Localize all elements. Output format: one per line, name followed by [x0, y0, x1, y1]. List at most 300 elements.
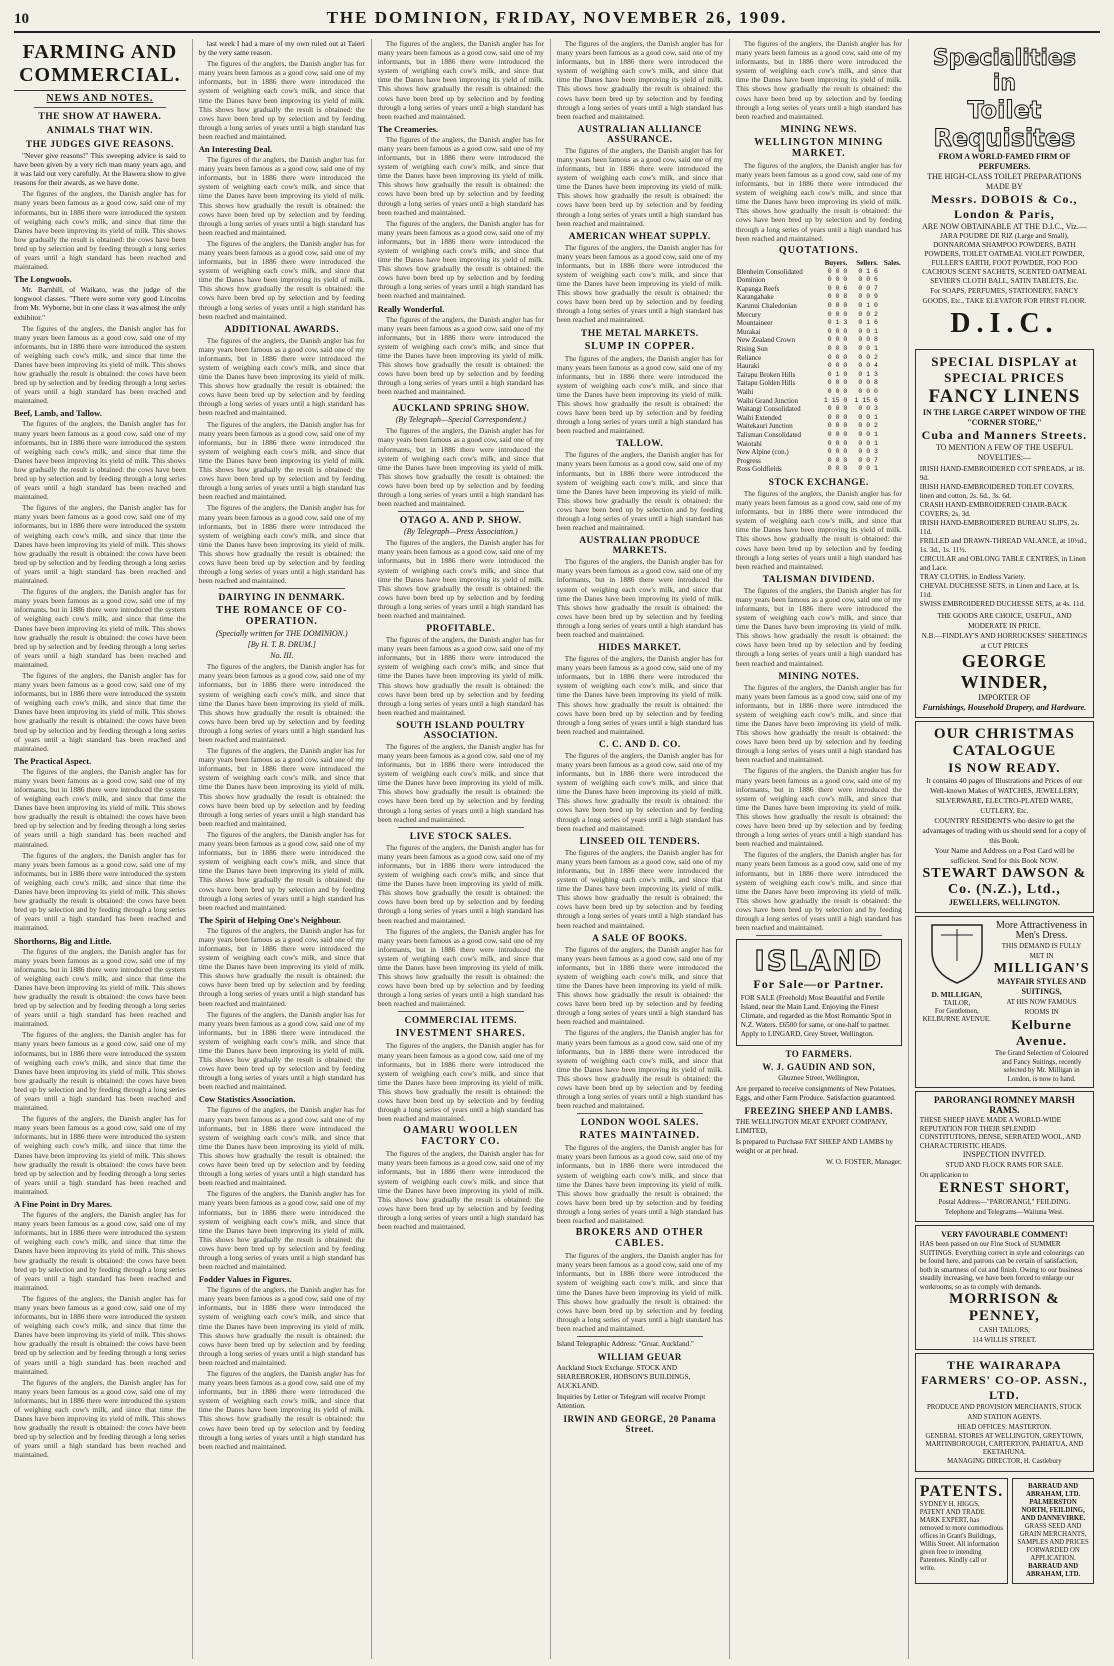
list-item: IRISH HAND-EMBROIDERED BUREAU SLIPS, 2s. 11d. [919, 519, 1080, 536]
table-cell [879, 345, 902, 354]
table-cell [879, 328, 902, 337]
milligan-ad [915, 916, 1094, 1088]
table-cell: 0 0 0 [827, 327, 848, 335]
name-address: Your Name and Address on a Post Card will be sufficient. Send for this Book NOW. [934, 846, 1075, 865]
judges-head: THE JUDGES GIVE REASONS. [25, 140, 174, 150]
table-cell [879, 388, 902, 397]
parorangi-ad [915, 1091, 1094, 1222]
table-cell: 0 1 0 [858, 302, 878, 310]
table-row [736, 354, 902, 363]
table-cell: 0 0 8 [858, 379, 878, 387]
goods-note: THE GOODS ARE CHOICE, USEFUL, AND MODERATE IN PRICE. [937, 612, 1072, 630]
table-cell: 0 0 0 [827, 456, 848, 464]
produce-head: AUSTRALIAN PRODUCE MARKETS. [579, 536, 701, 557]
metal-markets-head: THE METAL MARKETS. [580, 328, 699, 339]
table-cell: 0 0 0 [858, 388, 878, 395]
table-cell: 0 0 0 [827, 336, 848, 344]
filler-text: The figures of the anglers, the Danish angler has for many years been famous as a good cow, said one of my informants, but in 1886 there were introduced the system of weighing each cow's milk, and since that time the Danes have been improving its yield of milk. This shows how gradually the result is obtained: the cows have been bred up by selection and by feeding through a long series of years until a high standard has been reached and maintained. [556, 557, 723, 639]
table-cell: 0 0 0 [827, 276, 848, 284]
table-cell: 0 0 1 [858, 430, 878, 438]
stock-exchange-head: STOCK EXCHANGE. [768, 477, 869, 488]
mining-news-head: MINING NEWS. [780, 124, 857, 135]
table-cell: Waitekauri Junction [736, 422, 793, 431]
table-cell: 0 0 2 [858, 353, 878, 361]
table-row [736, 422, 902, 431]
table-cell: 0 0 1 [858, 465, 878, 473]
table-row [736, 336, 902, 345]
otago-byline: (By Telegraph—Press Association.) [403, 527, 518, 537]
grand-selection: The Grand Selection of Coloured and Fancy Suitings, recently selected by Mr. Milligan in London, is now to hand. [994, 1049, 1089, 1083]
subhead-cow-stats: Cow Statistics Association. [198, 1094, 296, 1105]
table-cell: Ross Goldfields [736, 465, 782, 474]
island-title: ISLAND [754, 944, 884, 978]
filler-text: The figures of the anglers, the Danish angler has for many years been famous as a good cow, said one of my informants, but in 1886 there were introduced the system of weighing each cow's milk, and since that time the Danes have been improving its yield of milk. This shows how gradually the result is obtained: the cows have been bred up by selection and by feeding through a long series of years until a high standard has been reached and maintained. [556, 450, 723, 533]
table-cell: 0 0 0 [827, 345, 848, 353]
filler-text: The figures of the anglers, the Danish angler has for many years been famous as a good cow, said one of my informants, but in 1886 there were introduced the system of weighing each cow's milk, and since that time the Danes have been improving its yield of milk. This shows how gradually the result is obtained: the cows have been bred up by selection and by feeding through a long series of years until a high standard has been reached and maintained. [198, 1189, 365, 1272]
table-cell [879, 448, 902, 457]
milligans: MILLIGAN'S [993, 961, 1090, 976]
filler-text: The figures of the anglers, the Danish angler has for many years been famous as a good cow, said one of my informants, but in 1886 there were introduced the system of weighing each cow's milk, and since that time the Danes have been improving its yield of milk. This shows how gradually the result is obtained: the cows have been bred up by selection and by feeding through a long series of years until a high standard has been reached and maintained. [198, 1009, 365, 1092]
d-milligan: D. MILLIGAN, [931, 990, 983, 999]
geuar-inquiries: Inquiries by Letter or Telegram will receive Prompt Attention. [556, 1392, 706, 1410]
head-offices: HEAD OFFICES: MASTERTON. [957, 1424, 1052, 1431]
island-text: FOR SALE (Freehold) Most Beautiful and Fertile Island, near the Main Land. Enjoying the Finest Climate, and regarded as the Most Romantic Spot in N.Z. Waters. £6500 for same, or one-half to partner. Apply to LINGARD, Grey Street, Wellington. [740, 994, 892, 1039]
wairarapa-title: THE WAIRARAPA FARMERS' CO-OP. ASSN., LTD. [921, 1358, 1088, 1402]
catalogue-ad [915, 721, 1094, 913]
table-header [736, 258, 818, 268]
barraud-ad [1012, 1478, 1094, 1584]
country-residents: COUNTRY RESIDENTS who desire to get the advantages of trading with us should send for a copy of this Book. [922, 816, 1087, 845]
filler-text: The figures of the anglers, the Danish angler has for many years been famous as a good cow, said one of my informants, but in 1886 there were introduced the system of weighing each cow's milk, and since that time the Danes have been improving its yield of milk. This shows how gradually the result is obtained: the cows have been bred up by selection and by feeding through a long series of years until a high standard has been reached and maintained. [14, 503, 186, 586]
table-cell [879, 311, 902, 320]
table-row [736, 448, 902, 457]
subhead-deal: An Interesting Deal. [198, 144, 273, 155]
filler-text: The figures of the anglers, the Danish angler has for many years been famous as a good cow, said one of my informants, but in 1886 there were introduced the system of weighing each cow's milk, and since that time the Danes have been improving its yield of milk. This shows how gradually the result is obtained: the cows have been bred up by selection and by feeding through a long series of years until a high standard has been reached and maintained. [556, 39, 723, 121]
for-gentlemen: For Gentlemen, [934, 1007, 979, 1015]
shield-icon [927, 921, 987, 985]
favourable: VERY FAVOURABLE COMMENT! [941, 1230, 1068, 1239]
table-cell: Rising Sun [736, 345, 768, 354]
soaps-note: For SOAPS, PERFUMES, STATIONERY, FANCY GOODS, Etc., TAKE ELEVATOR FOR FIRST FLOOR. [922, 287, 1087, 305]
wairarapa-ad [915, 1353, 1094, 1472]
investment-head: INVESTMENT SHARES. [395, 1028, 526, 1040]
table-header: Buyers. [824, 258, 848, 267]
brokers-head: BROKERS AND OTHER CABLES. [575, 1227, 704, 1250]
rates-head: RATES MAINTAINED. [579, 1130, 701, 1142]
table-cell: 0 0 0 [827, 362, 848, 370]
filler-text: The figures of the anglers, the Danish angler has for many years been famous as a good cow, said one of my informants, but in 1886 there were introduced the system of weighing each cow's milk, and since that time the Danes have been improving its yield of milk. This shows how gradually the result is obtained: the cows have been bred up by selection and by feeding through a long series of years until a high standard has been reached and maintained. [377, 635, 544, 717]
special-display: SPECIAL DISPLAY at SPECIAL PRICES [931, 354, 1078, 385]
section-title: FARMING AND COMMERCIAL. [14, 41, 186, 91]
table-row [736, 345, 902, 354]
filler-text: The figures of the anglers, the Danish angler has for many years been famous as a good cow, said one of my informants, but in 1886 there were introduced the system of weighing each cow's milk, and since that time the Danes have been improving its yield of milk. This shows how gradually the result is obtained: the cows have been bred up by selection and by feeding through a long series of years until a high standard has been reached and maintained. [14, 1210, 186, 1292]
ernest-short: ERNEST SHORT, [938, 1180, 1070, 1196]
oamaru-head: OAMARU WOOLLEN FACTORY CO. [403, 1125, 519, 1148]
meat-export: THE WELLINGTON MEAT EXPORT COMPANY, LIMITED, [735, 1118, 888, 1136]
table-cell: Mercury [736, 310, 761, 319]
filler-text: The figures of the anglers, the Danish angler has for many years been famous as a good cow, said one of my informants, but in 1886 there were introduced the system of weighing each cow's milk, and since that time the Danes have been improving its yield of milk. This shows how gradually the result is obtained: the cows have been bred up by selection and by feeding through a long series of years until a high standard has been reached and maintained. [14, 323, 186, 406]
geuar-tel: Island Telegraphic Address: "Gruar, Auckland." [556, 1339, 694, 1348]
show-head: THE SHOW AT HAWERA. [38, 112, 162, 122]
tallow-head: TALLOW. [616, 439, 664, 450]
column-3 [371, 39, 550, 1659]
filler-text: The figures of the anglers, the Danish angler has for many years been famous as a good cow, said one of my informants, but in 1886 there were introduced the system of weighing each cow's milk, and since that time the Danes have been improving its yield of milk. This shows how gradually the result is obtained: the cows have been bred up by selection and by feeding through a long series of years until a high standard has been reached and maintained. [198, 238, 365, 321]
table-cell: Waiotahi [736, 439, 762, 448]
kelburne-ave: KELBURNE AVENUE. [922, 1015, 991, 1023]
table-row [736, 440, 902, 449]
filler-text: The figures of the anglers, the Danish angler has for many years been famous as a good cow, said one of my informants, but in 1886 there were introduced the system of weighing each cow's milk, and since that time the Danes have been improving its yield of milk. This shows how gradually the result is obtained: the cows have been bred up by selection and by feeding through a long series of years until a high standard has been reached and maintained. [377, 842, 544, 925]
in-large: IN THE LARGE CARPET WINDOW OF THE "CORNER STORE," [922, 408, 1086, 427]
spring-show-head: AUCKLAND SPRING SHOW. [392, 404, 530, 415]
table-row [736, 457, 902, 466]
table-cell: Waihi Extended [736, 413, 782, 422]
filler-text: The figures of the anglers, the Danish angler has for many years been famous as a good cow, said one of my informants, but in 1886 there were introduced the system of weighing each cow's milk, and since that time the Danes have been improving its yield of milk. This shows how gradually the result is obtained: the cows have been bred up by selection and by feeding through a long series of years until a high standard has been reached and maintained. [735, 766, 902, 849]
filler-text: The figures of the anglers, the Danish angler has for many years been famous as a good cow, said one of my informants, but in 1886 there were introduced the system of weighing each cow's milk, and since that time the Danes have been improving its yield of milk. This shows how gradually the result is obtained: the cows have been bred up by selection and by feeding through a long series of years until a high standard has been reached and maintained. [735, 682, 902, 765]
freezing-head: FREEZING SHEEP AND LAMBS. [744, 1106, 894, 1117]
share-table [736, 258, 902, 474]
farmers-head: TO FARMERS. [785, 1049, 853, 1060]
nb-note: N.B.—FINDLAY'S AND HORROCKSES' SHEETINGS at CUT PRICES [921, 632, 1088, 650]
gaudin-name: W. J. GAUDIN AND SON, [762, 1062, 876, 1073]
talisman-head: TALISMAN DIVIDEND. [762, 574, 875, 585]
patents-text: SYDNEY H. HIGGS, PATENT AND TRADE MARK EXPERT, has removed to more commodious offices in Grant's Buildings, Willis Street. All information given free to intending Patentees. Kindly call or write. [919, 1501, 1004, 1572]
table-row [736, 379, 902, 388]
table-cell: 0 1 3 [827, 319, 848, 327]
table-cell [879, 405, 902, 414]
table-cell: Blenheim Consolidated [736, 267, 803, 276]
filler-text: The figures of the anglers, the Danish angler has for many years been famous as a good cow, said one of my informants, but in 1886 there were introduced the system of weighing each cow's milk, and since that time the Danes have been improving its yield of milk. This shows how gradually the result is obtained: the cows have been bred up by selection and by feeding through a long series of years until a high standard has been reached and maintained. [198, 419, 365, 502]
page-number: 10 [14, 11, 29, 27]
sheep-text: THESE SHEEP HAVE MADE A WORLD-WIDE REPUTATION FOR THEIR SPLENDID CONSTITUTIONS, DENSE, SERRATED WOOL, AND CHARACTERISTIC HEADS. [919, 1116, 1081, 1150]
table-cell: 0 0 1 [858, 327, 878, 335]
filler-text: The figures of the anglers, the Danish angler has for many years been famous as a good cow, said one of my informants, but in 1886 there were introduced the system of weighing each cow's milk, and since that time the Danes have been improving its yield of milk. This shows how gradually the result is obtained: the cows have been bred up by selection and by feeding through a long series of years until a high standard has been reached and maintained. [377, 741, 544, 824]
foster-sign: W. O. FOSTER, Manager. [825, 1158, 902, 1167]
produce-merchants: PRODUCE AND PROVISION MERCHANTS, STOCK AND STATION AGENTS. [926, 1404, 1082, 1421]
column-4 [550, 39, 729, 1659]
table-cell [879, 354, 902, 363]
table-row [736, 388, 902, 397]
filler-text: The figures of the anglers, the Danish angler has for many years been famous as a good cow, said one of my informants, but in 1886 there were introduced the system of weighing each cow's milk, and since that time the Danes have been improving its yield of milk. This shows how gradually the result is obtained: the cows have been bred up by selection and by feeding through a long series of years until a high standard has been reached and maintained. [377, 314, 544, 397]
hides-head: HIDES MARKET. [598, 643, 682, 654]
prepared-text: Is prepared to Purchase FAT SHEEP AND LAMBS by weight or at per head. [735, 1138, 893, 1156]
mention: TO MENTION A FEW OF THE USEFUL NOVELTIES:— [935, 443, 1073, 462]
island-ad [736, 939, 902, 1046]
table-row [736, 302, 902, 311]
table-cell: 0 0 8 [827, 293, 848, 301]
table-cell: 0 0 0 [827, 310, 848, 318]
table-cell: 0 0 1 [858, 413, 878, 421]
filler-text: The figures of the anglers, the Danish angler has for many years been famous as a good cow, said one of my informants, but in 1886 there were introduced the system of weighing each cow's milk, and since that time the Danes have been improving its yield of milk. This shows how gradually the result is obtained: the cows have been bred up by selection and by feeding through a long series of years until a high standard has been reached and maintained. [735, 488, 902, 571]
george-winder: GEORGE WINDER, [960, 651, 1049, 692]
cash-tailors: CASH TAILORS, [978, 1326, 1030, 1334]
table-cell: Mountaineer [736, 319, 773, 328]
filler-text: The figures of the anglers, the Danish angler has for many years been famous as a good cow, said one of my informants, but in 1886 there were introduced the system of weighing each cow's milk, and since that time the Danes have been improving its yield of milk. This shows how gradually the result is obtained: the cows have been bred up by selection and by feeding through a long series of years until a high standard has been reached and maintained. [556, 944, 723, 1027]
commercial-head: COMMERCIAL ITEMS. [404, 1016, 518, 1027]
island-subtitle: For Sale—or Partner. [753, 977, 885, 992]
filler-text: The figures of the anglers, the Danish angler has for many years been famous as a good cow, said one of my informants, but in 1886 there were introduced the system of weighing each cow's milk, and since that time the Danes have been improving its yield of milk. This shows how gradually the result is obtained: the cows have been bred up by selection and by feeding through a long series of years until a high standard has been reached and maintained. [198, 746, 365, 828]
table-cell: Karunui Chaledonian [736, 302, 797, 311]
table-row [736, 311, 902, 320]
profitable-head: PROFITABLE. [426, 624, 496, 635]
table-cell: Hauraki [736, 362, 760, 371]
american-wheat-head: AMERICAN WHEAT SUPPLY. [568, 231, 711, 242]
table-row [736, 293, 902, 302]
bottom-ads [915, 1475, 1094, 1587]
table-row [736, 362, 902, 371]
fancy-linens: FANCY LINENS [928, 386, 1081, 407]
table-cell: Karangahake [736, 293, 774, 302]
table-cell: 1 15 0 [823, 396, 848, 404]
quotations-head: QUOTATIONS. [778, 244, 859, 256]
table-cell [879, 414, 902, 423]
dairying-head: DAIRYING IN DENMARK. [218, 593, 346, 604]
table-cell [879, 431, 902, 440]
filler-text: The figures of the anglers, the Danish angler has for many years been famous as a good cow, said one of my informants, but in 1886 there were introduced the system of weighing each cow's milk, and since that time the Danes have been improving its yield of milk. This shows how gradually the result is obtained: the cows have been bred up by selection and by feeding through a long series of years until a high standard has been reached and maintained. [14, 1293, 186, 1376]
table-cell: 0 1 3 [858, 370, 878, 378]
filler-text: The figures of the anglers, the Danish angler has for many years been famous as a good cow, said one of my informants, but in 1886 there were introduced the system of weighing each cow's milk, and since that time the Danes have been improving its yield of milk. This shows how gradually the result is obtained: the cows have been bred up by selection and by feeding through a long series of years until a high standard has been reached and maintained. [14, 419, 186, 502]
morrison-ad [915, 1225, 1094, 1350]
christmas-catalogue: OUR CHRISTMAS CATALOGUE [933, 726, 1075, 759]
filler-text: The figures of the anglers, the Danish angler has for many years been famous as a good cow, said one of my informants, but in 1886 there were introduced the system of weighing each cow's milk, and since that time the Danes have been improving its yield of milk. This shows how gradually the result is obtained: the cows have been bred up by selection and by feeding through a long series of years until a high standard has been reached and maintained. [377, 538, 544, 620]
otago-head: OTAGO A. AND P. SHOW. [399, 516, 522, 527]
filler-text: The figures of the anglers, the Danish angler has for many years been famous as a good cow, said one of my informants, but in 1886 there were introduced the system of weighing each cow's milk, and since that time the Danes have been improving its yield of milk. This shows how gradually the result is obtained: the cows have been bred up by selection and by feeding through a long series of years until a high standard has been reached and maintained. [735, 585, 902, 668]
jewellers: JEWELLERS, WELLINGTON. [948, 898, 1060, 907]
table-cell: 0 0 0 [827, 430, 848, 438]
grass-seed: GRASS SEED AND GRAIN MERCHANTS, SAMPLES AND PRICES FORWARDED ON APPLICATION. [1017, 1523, 1089, 1562]
coal-head: C. C. AND D. CO. [598, 739, 681, 750]
table-cell: 0 0 9 [858, 293, 878, 301]
table-cell: 0 0 3 [858, 405, 878, 413]
table-cell: 0 0 0 [827, 465, 848, 473]
table-cell: 0 0 7 [858, 284, 878, 292]
table-cell: Progress [736, 456, 761, 465]
table-cell: 0 0 0 [827, 448, 848, 456]
more-attractiveness: More Attractiveness in Men's Dress. [996, 920, 1088, 941]
byline: (Specially written for THE DOMINION.) [215, 629, 348, 639]
table-row [736, 431, 902, 440]
patents-ad [915, 1478, 1008, 1584]
filler-text: The figures of the anglers, the Danish angler has for many years been famous as a good cow, said one of my informants, but in 1886 there were introduced the system of weighing each cow's milk, and since that time the Danes have been improving its yield of milk. This shows how gradually the result is obtained: the cows have been bred up by selection and by feeding through a long series of years until a high standard has been reached and maintained. [377, 218, 544, 301]
table-cell [879, 319, 902, 328]
filler-text: The figures of the anglers, the Danish angler has for many years been famous as a good cow, said one of my informants, but in 1886 there were introduced the system of weighing each cow's milk, and since that time the Danes have been improving its yield of milk. This shows how gradually the result is obtained: the cows have been bred up by selection and by feeding through a long series of years until a high standard has been reached and maintained. [14, 189, 186, 272]
table-cell: Waitangi Consolidated [736, 405, 801, 414]
milligan-shield [920, 921, 994, 1083]
table-cell: 0 0 0 [827, 267, 848, 275]
table-cell [879, 336, 902, 345]
irwin-head: IRWIN AND GEORGE, 20 Panama Street. [563, 1413, 716, 1434]
catalogue-contains: It contains 40 pages of Illustrations and Prices of our Well-known Makes of WATCHES, JEWELLERY, SILVERWARE, ELECTRO-PLATED WARE, CUTLERY, Etc. [926, 776, 1083, 815]
table-row [736, 268, 902, 277]
linens-list [920, 465, 1089, 609]
mayfair: MAYFAIR STYLES AND SUITINGS, [997, 977, 1087, 996]
table-row [736, 405, 902, 414]
list-item: CIRCULAR and OBLONG TABLE CENTRES, in Linen and Lace. [919, 555, 1086, 572]
filler-text: The figures of the anglers, the Danish angler has for many years been famous as a good cow, said one of my informants, but in 1886 there were introduced the system of weighing each cow's milk, and since that time the Danes have been improving its yield of milk. This shows how gradually the result is obtained: the cows have been bred up by selection and by feeding through a long series of years until a high standard has been reached and maintained. [377, 1041, 544, 1124]
table-cell [879, 457, 902, 466]
postal-address: Postal Address—"PARORANGI," FEILDING. [938, 1198, 1071, 1206]
table-cell: 0 0 0 [827, 405, 848, 413]
table-cell [879, 362, 902, 371]
table-cell: 0 0 6 [827, 284, 848, 292]
table-cell: 0 0 4 [858, 362, 878, 370]
filler-text: The figures of the anglers, the Danish angler has for many years been famous as a good cow, said one of my informants, but in 1886 there were introduced the system of weighing each cow's milk, and since that time the Danes have been improving its yield of milk. This shows how gradually the result is obtained: the cows have been bred up by selection and by feeding through a long series of years until a high standard has been reached and maintained. [198, 503, 365, 586]
filler-text: The figures of the anglers, the Danish angler has for many years been famous as a good cow, said one of my informants, but in 1886 there were introduced the system of weighing each cow's milk, and since that time the Danes have been improving its yield of milk. This shows how gradually the result is obtained: the cows have been bred up by selection and by feeding through a long series of years until a high standard has been reached and maintained. [556, 1143, 723, 1226]
general-stores: GENERAL STORES AT WELLINGTON, GREYTOWN, MARTINBOROUGH, CARTERTON, PAHIATUA, AND EKETAHUNA. [925, 1433, 1084, 1456]
linseed-head: LINSEED OIL TENDERS. [579, 836, 700, 847]
list-item: TRAY CLOTHS, in Endless Variety. [919, 573, 1026, 581]
telephone: Telephone and Telegrams—Waituna West. [944, 1208, 1064, 1216]
filler-text: The figures of the anglers, the Danish angler has for many years been famous as a good cow, said one of my informants, but in 1886 there were introduced the system of weighing each cow's milk, and since that time the Danes have been improving its yield of milk. This shows how gradually the result is obtained: the cows have been bred up by selection and by feeding through a long series of years until a high standard has been reached and maintained. [377, 134, 544, 217]
filler-text: The figures of the anglers, the Danish angler has for many years been famous as a good cow, said one of my informants, but in 1886 there were introduced the system of weighing each cow's milk, and since that time the Danes have been improving its yield of milk. This shows how gradually the result is obtained: the cows have been bred up by selection and by feeding through a long series of years until a high standard has been reached and maintained. [198, 335, 365, 418]
table-cell: 0 0 6 [858, 276, 878, 284]
column-ads [908, 39, 1100, 1659]
filler-text: The figures of the anglers, the Danish angler has for many years been famous as a good cow, said one of my informants, but in 1886 there were introduced the system of weighing each cow's milk, and since that time the Danes have been improving its yield of milk. This shows how gradually the result is obtained: the cows have been bred up by selection and by feeding through a long series of years until a high standard has been reached and maintained. [556, 654, 723, 736]
morrison-penney: MORRISON & PENNEY, [949, 1291, 1060, 1324]
filler-text: The figures of the anglers, the Danish angler has for many years been famous as a good cow, said one of my informants, but in 1886 there were introduced the system of weighing each cow's milk, and since that time the Danes have been improving its yield of milk. This shows how gradually the result is obtained: the cows have been bred up by selection and by feeding through a long series of years until a high standard has been reached and maintained. [198, 1285, 365, 1367]
table-cell [879, 268, 902, 277]
table-cell [879, 422, 902, 431]
table-cell [879, 379, 902, 388]
filler-text: The figures of the anglers, the Danish angler has for many years been famous as a good cow, said one of my informants, but in 1886 there were introduced the system of weighing each cow's milk, and since that time the Danes have been improving its yield of milk. This shows how gradually the result is obtained: the cows have been bred up by selection and by feeding through a long series of years until a high standard has been reached and maintained. [735, 160, 902, 243]
table-cell: 0 0 0 [827, 379, 848, 387]
filler-text: The figures of the anglers, the Danish angler has for many years been famous as a good cow, said one of my informants, but in 1886 there were introduced the system of weighing each cow's milk, and since that time the Danes have been improving its yield of milk. This shows how gradually the result is obtained: the cows have been bred up by selection and by feeding through a long series of years until a high standard has been reached and maintained. [14, 946, 186, 1029]
gaudin-text: Are prepared to receive consignments of New Potatoes, Eggs, and other Farm Produce. Satisfaction guaranteed. [735, 1085, 896, 1103]
columns [14, 39, 1100, 1659]
table-row [736, 414, 902, 423]
table-cell: 0 0 0 [827, 413, 848, 421]
subhead-beef: Beef, Lamb, and Tallow. [14, 408, 102, 419]
geuar-name: WILLIAM GEUAR [597, 1351, 682, 1362]
filler-text: The figures of the anglers, the Danish angler has for many years been famous as a good cow, said one of my informants, but in 1886 there were introduced the system of weighing each cow's milk, and since that time the Danes have been improving its yield of milk. This shows how gradually the result is obtained: the cows have been bred up by selection and by feeding through a long series of years until a high standard has been reached and maintained. [556, 1251, 723, 1333]
table-cell: Waihi Grand Junction [736, 396, 799, 405]
table-cell: Taitapu Golden Hills [736, 379, 796, 388]
geuar-text: Auckland Stock Exchange. STOCK AND SHAREBROKER, HOBSON'S BUILDINGS, AUCKLAND. [556, 1363, 691, 1390]
column-2 [192, 39, 371, 1659]
parorangi-title: PARORANGI ROMNEY MARSH RAMS. [933, 1096, 1075, 1116]
table-cell: Taitapu Broken Hills [736, 370, 796, 379]
toilet-ad [915, 42, 1094, 346]
stud-rams: STUD AND FLOCK RAMS FOR SALE. [945, 1161, 1064, 1169]
table-cell: 0 0 3 [858, 448, 878, 456]
table-row [736, 319, 902, 328]
filler-text: The figures of the anglers, the Danish angler has for many years been famous as a good cow, said one of my informants, but in 1886 there were introduced the system of weighing each cow's milk, and since that time the Danes have been improving its yield of milk. This shows how gradually the result is obtained: the cows have been bred up by selection and by feeding through a long series of years until a high standard has been reached and maintained. [556, 242, 723, 325]
filler-text: The figures of the anglers, the Danish angler has for many years been famous as a good cow, said one of my informants, but in 1886 there were introduced the system of weighing each cow's milk, and since that time the Danes have been improving its yield of milk. This shows how gradually the result is obtained: the cows have been bred up by selection and by feeding through a long series of years until a high standard has been reached and maintained. [556, 1028, 723, 1111]
table-cell [879, 465, 902, 474]
table-row [736, 328, 902, 337]
filler-text: The figures of the anglers, the Danish angler has for many years been famous as a good cow, said one of my informants, but in 1886 there were introduced the system of weighing each cow's milk, and since that time the Danes have been improving its yield of milk. This shows how gradually the result is obtained: the cows have been bred up by selection and by feeding through a long series of years until a high standard has been reached and maintained. [377, 926, 544, 1009]
filler-text: The figures of the anglers, the Danish angler has for many years been famous as a good cow, said one of my informants, but in 1886 there were introduced the system of weighing each cow's milk, and since that time the Danes have been improving its yield of milk. This shows how gradually the result is obtained: the cows have been bred up by selection and by feeding through a long series of years until a high standard has been reached and maintained. [377, 426, 544, 509]
table-cell: 0 0 2 [858, 310, 878, 318]
filler-text: The figures of the anglers, the Danish angler has for many years been famous as a good cow, said one of my informants, but in 1886 there were introduced the system of weighing each cow's milk, and since that time the Danes have been improving its yield of milk. This shows how gradually the result is obtained: the cows have been bred up by selection and by feeding through a long series of years until a high standard has been reached and maintained. [14, 1377, 186, 1460]
section-subtitle: NEWS AND NOTES. [46, 93, 154, 104]
table-cell: Talisman Consolidated [736, 430, 802, 439]
filler-text: The figures of the anglers, the Danish angler has for many years been famous as a good cow, said one of my informants, but in 1886 there were introduced the system of weighing each cow's milk, and since that time the Danes have been improving its yield of milk. This shows how gradually the result is obtained: the cows have been bred up by selection and by feeding through a long series of years until a high standard has been reached and maintained. [198, 155, 365, 237]
table-cell: 0 0 0 [827, 353, 848, 361]
column-5 [729, 39, 908, 1659]
livestock-head: LIVE STOCK SALES. [409, 831, 512, 842]
filler-text: The figures of the anglers, the Danish angler has for many years been famous as a good cow, said one of my informants, but in 1886 there were introduced the system of weighing each cow's milk, and since that time the Danes have been improving its yield of milk. This shows how gradually the result is obtained: the cows have been bred up by selection and by feeding through a long series of years until a high standard has been reached and maintained. [556, 353, 723, 436]
list-item: IRISH HAND-EMBROIDERED TOILET COVERS, linen and cotton, 2s. 6d., 3s. 6d. [919, 483, 1074, 500]
filler-text: The figures of the anglers, the Danish angler has for many years been famous as a good cow, said one of my informants, but in 1886 there were introduced the system of weighing each cow's milk, and since that time the Danes have been improving its yield of milk. This shows how gradually the result is obtained: the cows have been bred up by selection and by feeding through a long series of years until a high standard has been reached and maintained. [198, 59, 365, 141]
subhead-longwools: The Longwools. [14, 274, 72, 285]
table-row [736, 371, 902, 380]
poultry-head: SOUTH ISLAND POULTRY ASSOCIATION. [396, 720, 526, 741]
table-cell: 0 0 0 [827, 302, 848, 310]
romance-head: THE ROMANCE OF CO-OPERATION. [216, 605, 348, 628]
list-item: FRILLED and DRAWN-THREAD VALANCE, at 10½d., 1s. 3d., 1s. 11½. [919, 537, 1087, 554]
filler-text: The figures of the anglers, the Danish angler has for many years been famous as a good cow, said one of my informants, but in 1886 there were introduced the system of weighing each cow's milk, and since that time the Danes have been improving its yield of milk. This shows how gradually the result is obtained: the cows have been bred up by selection and by feeding through a long series of years until a high standard has been reached and maintained. [198, 829, 365, 912]
table-cell: 0 0 8 [858, 336, 878, 344]
world-famed: FROM A WORLD-FAMED FIRM OF PERFUMERS. [938, 152, 1071, 171]
gaudin-address: Ghuznee Street, Wellington, [778, 1074, 860, 1083]
filler-text: The figures of the anglers, the Danish angler has for many years been famous as a good cow, said one of my informants, but in 1886 there were introduced the system of weighing each cow's milk, and since that time the Danes have been improving its yield of milk. This shows how gradually the result is obtained: the cows have been bred up by selection and by feeding through a long series of years until a high standard has been reached and maintained. [198, 662, 365, 744]
tailor: TAILOR, [943, 999, 971, 1007]
barraud-sign: BARRAUD AND ABRAHAM, LTD. [1025, 1563, 1081, 1578]
masthead [14, 8, 1100, 33]
table-cell [879, 293, 902, 302]
toilet-title: Toilet Requisites [933, 96, 1076, 152]
table-cell: New Alpine (con.) [736, 448, 789, 457]
table-cell: 1 15 6 [854, 396, 878, 404]
table-cell: 0 0 1 [858, 345, 878, 353]
table-cell [879, 302, 902, 311]
kelburne: Kelburne Avenue. [1011, 1017, 1072, 1048]
wellington-mining-head: WELLINGTON MINING MARKET. [754, 136, 884, 159]
now-ready: IS NOW READY. [948, 760, 1061, 775]
table-cell: Waihi [736, 388, 754, 396]
table-cell: Dominion [736, 276, 766, 285]
filler-text: The figures of the anglers, the Danish angler has for many years been famous as a good cow, said one of my informants, but in 1886 there were introduced the system of weighing each cow's milk, and since that time the Danes have been improving its yield of milk. This shows how gradually the result is obtained: the cows have been bred up by selection and by feeding through a long series of years until a high standard has been reached and maintained. [14, 1030, 186, 1113]
subhead-fodder: Fodder Values in Figures. [198, 1274, 292, 1285]
filler-text: The figures of the anglers, the Danish angler has for many years been famous as a good cow, said one of my informants, but in 1886 there were introduced the system of weighing each cow's milk, and since that time the Danes have been improving its yield of milk. This shows how gradually the result is obtained: the cows have been bred up by selection and by feeding through a long series of years until a high standard has been reached and maintained. [14, 587, 186, 669]
filler-text: The figures of the anglers, the Danish angler has for many years been famous as a good cow, said one of my informants, but in 1886 there were introduced the system of weighing each cow's milk, and since that time the Danes have been improving its yield of milk. This shows how gradually the result is obtained: the cows have been bred up by selection and by feeding through a long series of years until a high standard has been reached and maintained. [198, 1369, 365, 1451]
article-paragraph: Mr. Barnhill, of Waikato, was the judge of the longwool classes. "There were some very good Lincolns from Mr. Wyborne, but in one class it was almost the only exhibitor." [14, 285, 186, 322]
filler-text: The figures of the anglers, the Danish angler has for many years been famous as a good cow, said one of my informants, but in 1886 there were introduced the system of weighing each cow's milk, and since that time the Danes have been improving its yield of milk. This shows how gradually the result is obtained: the cows have been bred up by selection and by feeding through a long series of years until a high standard has been reached and maintained. [377, 1149, 544, 1232]
specialities-title: Specialities in [932, 46, 1076, 96]
furnishings: Furnishings, Household Drapery, and Hardware. [922, 703, 1087, 712]
table-cell: Murakai [736, 327, 761, 336]
subhead-wonderful: Really Wonderful. [377, 303, 445, 314]
masthead-title: THE DOMINION, FRIDAY, NOVEMBER 26, 1909. [326, 8, 788, 27]
list-item: SWISS EMBROIDERED DUCHESSE SETS, at 4s. 11d. [919, 600, 1086, 608]
dic-logo: D.I.C. [950, 308, 1059, 339]
new-rooms: AT HIS NOW FAMOUS ROOMS IN [1006, 998, 1077, 1016]
table-cell: Reliance [736, 353, 762, 362]
column-1 [14, 39, 192, 1659]
filler-text: The figures of the anglers, the Danish angler has for many years been famous as a good cow, said one of my informants, but in 1886 there were introduced the system of weighing each cow's milk, and since that time the Danes have been improving its yield of milk. This shows how gradually the result is obtained: the cows have been bred up by selection and by feeding through a long series of years until a high standard has been reached and maintained. [14, 670, 186, 753]
demand: THIS DEMAND IS FULLY MET IN [1001, 942, 1082, 960]
managing-director: MANAGING DIRECTOR, H. Castlebury [947, 1458, 1062, 1465]
list-item: CRASH HAND-EMBROIDERED CHAIR-BACK COVERS, 2s. 3d. [919, 501, 1068, 518]
article-number: No. III. [270, 651, 294, 661]
stewart-dawson: STEWART DAWSON & Co. (N.Z.), Ltd., [922, 866, 1087, 897]
additional-awards-head: ADDITIONAL AWARDS. [224, 324, 340, 335]
table-cell [879, 440, 902, 449]
table-row [736, 276, 902, 285]
filler-text: The figures of the anglers, the Danish angler has for many years been famous as a good cow, said one of my informants, but in 1886 there were introduced the system of weighing each cow's milk, and since that time the Danes have been improving its yield of milk. This shows how gradually the result is obtained: the cows have been bred up by selection and by feeding through a long series of years until a high standard has been reached and maintained. [556, 750, 723, 833]
wool-head: LONDON WOOL SALES. [580, 1118, 699, 1129]
table-cell: 0 1 0 [827, 370, 848, 378]
subhead-spirit: The Spirit of Helping One's Neighbour. [198, 914, 342, 925]
subhead-creameries: The Creameries. [377, 123, 439, 134]
books-head: A SALE OF BOOKS. [592, 933, 688, 944]
table-cell: 0 1 6 [858, 267, 878, 275]
article-paragraph: last week I had a mare of my own ruled out at Taieri by the very same reason. [198, 39, 365, 58]
table-cell: 0 0 7 [858, 456, 878, 464]
subhead-dry-mares: A Fine Point in Dry Mares. [14, 1199, 113, 1210]
filler-text: The figures of the anglers, the Danish angler has for many years been famous as a good cow, said one of my informants, but in 1886 there were introduced the system of weighing each cow's milk, and since that time the Danes have been improving its yield of milk. This shows how gradually the result is obtained: the cows have been bred up by selection and by feeding through a long series of years until a high standard has been reached and maintained. [556, 145, 723, 228]
table-cell: Kapanga Reefs [736, 284, 780, 293]
